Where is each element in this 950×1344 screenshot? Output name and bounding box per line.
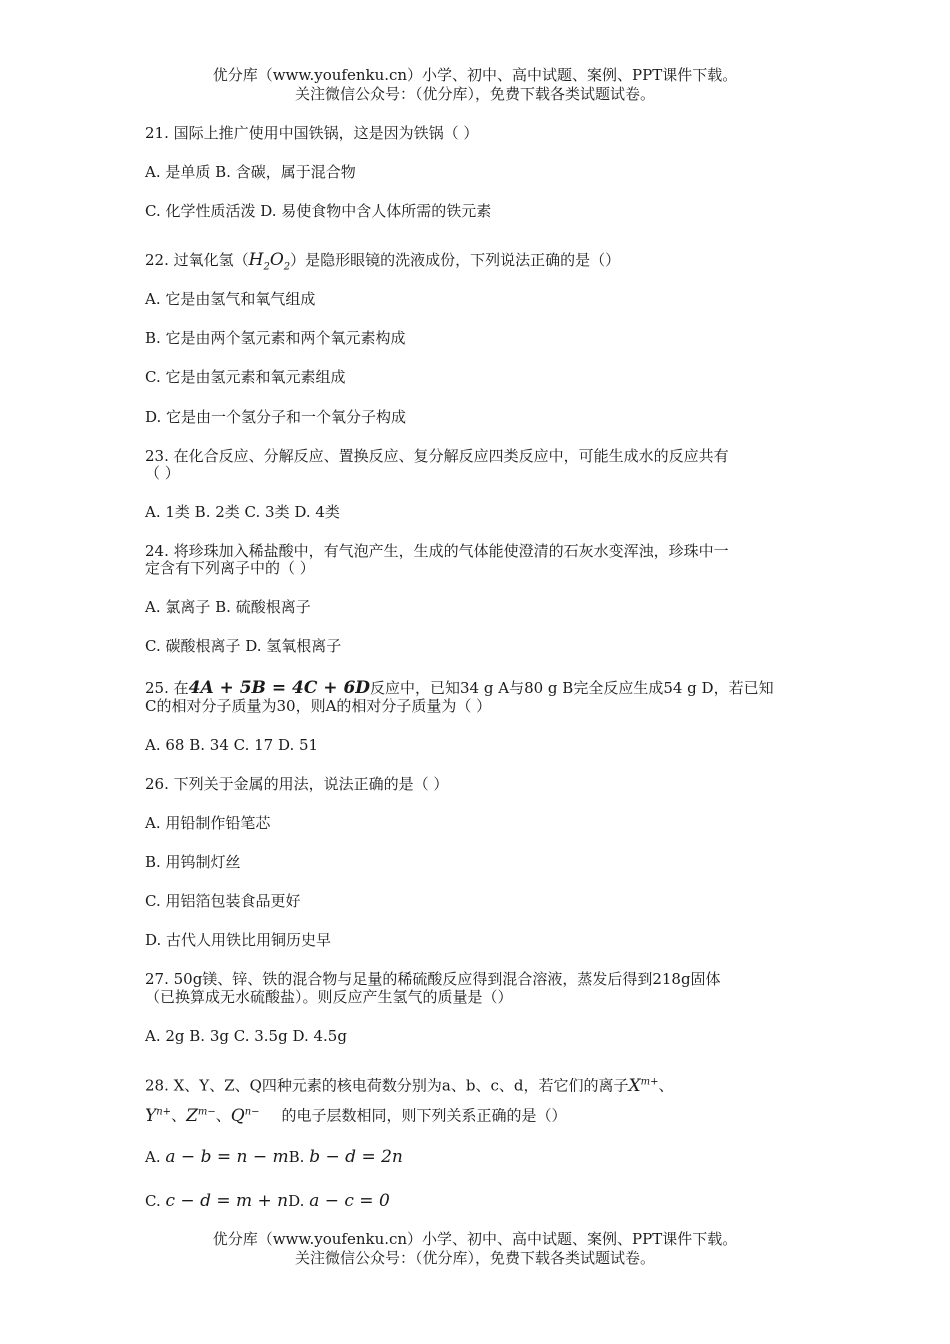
q24-stem-line-2: 定含有下列离子中的（ ） (145, 559, 315, 577)
q26-option-d: D. 古代人用铁比用铜历史早 (145, 931, 332, 949)
q23-options: A. 1类 B. 2类 C. 3类 D. 4类 (145, 503, 340, 521)
ion-y: $Y^{n+}$ (145, 1105, 172, 1126)
q21-stem: 21. 国际上推广使用中国铁锅，这是因为铁锅（ ） (145, 124, 479, 142)
q22-stem-pre: 22. 过氧化氢（ (145, 251, 249, 269)
q22-option-a: A. 它是由氢气和氧气组成 (145, 290, 316, 308)
q28-stem-line-1: 28. X、Y、Z、Q四种元素的核电荷数分别为a、b、c、d，若它们的离子$X^{m+}$、 (145, 1075, 674, 1096)
q22-stem (145, 251, 620, 276)
page-footer (0, 1230, 950, 1268)
q25-stem-post: 反应中，已知34 g A与80 g B完全反应生成54 g D，若已知 (370, 679, 774, 697)
q22-option-c: C. 它是由氢元素和氧元素组成 (145, 368, 346, 386)
header-line-1: 优分库（www.youfenku.cn）小学、初中、高中试题、案例、PPT课件下载。 (212, 66, 738, 84)
footer-line-1: 优分库（www.youfenku.cn）小学、初中、高中试题、案例、PPT课件下载。 (212, 1230, 738, 1248)
q24-options-cd: C. 碳酸根离子 D. 氢氧根离子 (145, 637, 342, 655)
q26-option-c: C. 用铝箔包装食品更好 (145, 892, 301, 910)
q26-stem: 26. 下列关于金属的用法，说法正确的是（ ） (145, 775, 449, 793)
q28-stem-pre: 28. X、Y、Z、Q四种元素的核电荷数分别为a、b、c、d，若它们的离子 (145, 1076, 629, 1095)
header-line-2: 关注微信公众号：（优分库），免费下载各类试题试卷。 (294, 85, 655, 103)
h2o2-formula: $H_2O_2$ (248, 250, 291, 273)
page-header (0, 66, 950, 104)
q28-option-d-expr: a − c = 0 (309, 1191, 390, 1211)
q22-option-d: D. 它是由一个氢分子和一个氧分子构成 (145, 408, 407, 426)
q22-stem-post: ）是隐形眼镜的洗液成份，下列说法正确的是（） (290, 251, 621, 269)
ion-x: $X^{m+}$ (628, 1075, 659, 1096)
q27-stem-line-1: 27. 50g镁、锌、铁的混合物与足量的稀硫酸反应得到混合溶液，蒸发后得到218g固体 (145, 970, 721, 988)
q23-stem-line-2: （ ） (145, 464, 180, 482)
ion-q: $Q^{n-}$ (230, 1105, 260, 1126)
q28-option-b-expr: b − d = 2n (309, 1147, 403, 1167)
q25-options: A. 68 B. 34 C. 17 D. 51 (145, 736, 319, 754)
q28-option-c-expr: c − d = m + n (165, 1191, 289, 1211)
q26-option-a: A. 用铅制作铅笔芯 (145, 814, 271, 832)
footer-line-2: 关注微信公众号：（优分库），免费下载各类试题试卷。 (294, 1249, 655, 1267)
reaction-equation: 4A + 5B = 4C + 6D (188, 678, 371, 698)
q23-stem-line-1: 23. 在化合反应、分解反应、置换反应、复分解反应四类反应中，可能生成水的反应共有 (145, 447, 729, 465)
q28-stem-post: 的电子层数相同，则下列关系正确的是（） (281, 1106, 567, 1125)
q22-option-b: B. 它是由两个氢元素和两个氧元素构成 (145, 329, 406, 347)
q21-options-cd: C. 化学性质活泼 D. 易使食物中含人体所需的铁元素 (145, 202, 492, 220)
q28-options-cd: C. c − d = m + nD. a − c = 0 (145, 1191, 390, 1211)
q27-stem-line-2: （已换算成无水硫酸盐）。则反应产生氢气的质量是（） (145, 988, 513, 1006)
q25-stem-line-2: C的相对分子质量为30，则A的相对分子质量为（ ） (145, 697, 492, 715)
q24-stem-line-1: 24. 将珍珠加入稀盐酸中，有气泡产生，生成的气体能使澄清的石灰水变浑浊，珍珠中一 (145, 542, 729, 560)
q24-options-ab: A. 氯离子 B. 硫酸根离子 (145, 598, 311, 616)
q28-option-a-expr: a − b = n − m (165, 1147, 289, 1167)
q28-options-ab: A. a − b = n − mB. b − d = 2n (145, 1147, 403, 1167)
q28-stem-line-2: $Y^{n+}$、$Z^{m-}$、$Q^{n-}$ 的电子层数相同，则下列关系正确的是（） (145, 1105, 567, 1126)
q25-stem-pre: 25. 在 (145, 679, 189, 697)
q27-options: A. 2g B. 3g C. 3.5g D. 4.5g (145, 1027, 347, 1045)
ion-z: $Z^{m-}$ (186, 1105, 216, 1126)
q21-options-ab: A. 是单质 B. 含碳，属于混合物 (145, 163, 356, 181)
q26-option-b: B. 用钨制灯丝 (145, 853, 241, 871)
q25-stem-line-1 (145, 679, 774, 697)
